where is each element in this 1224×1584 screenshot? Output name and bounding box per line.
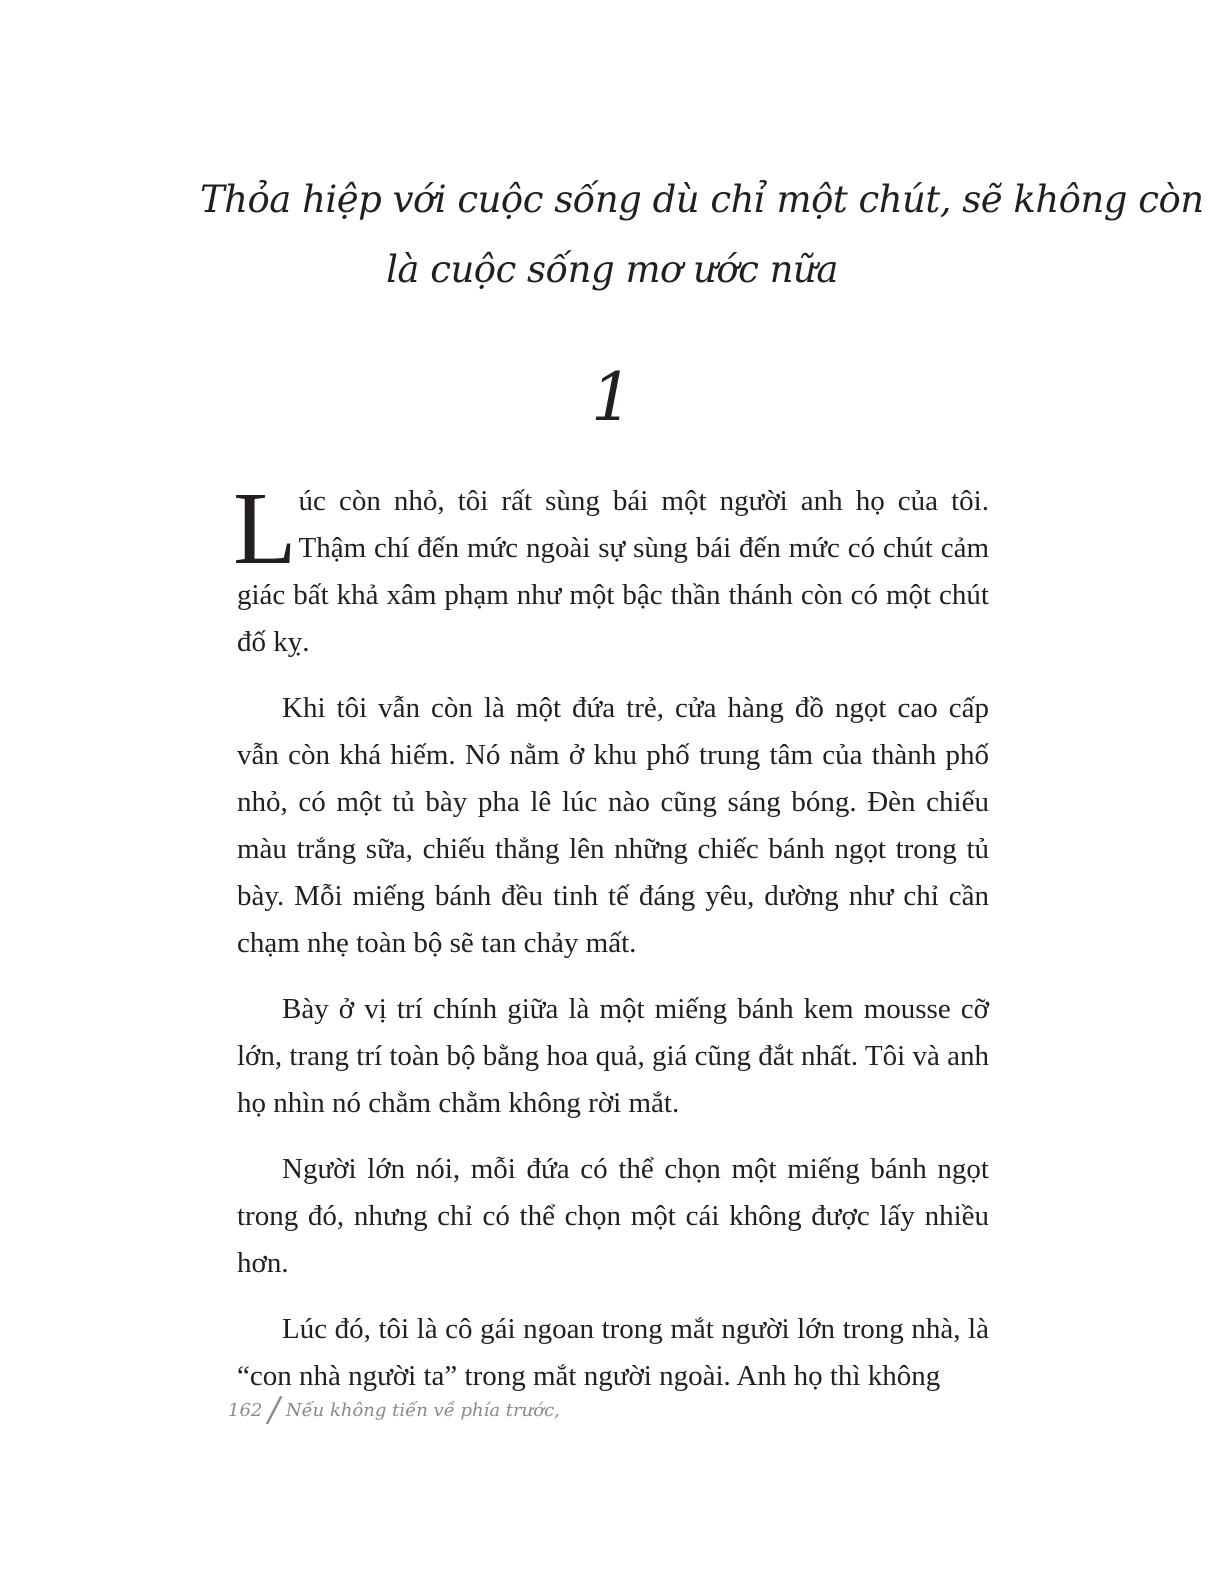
page-footer (228, 1390, 560, 1430)
running-title: Nếu không tiến về phía trước, (285, 1400, 560, 1421)
footer-separator: / (268, 1390, 280, 1430)
page-number: 162 (228, 1400, 263, 1421)
chapter-title-line-2: là cuộc sống mơ ước nữa (386, 248, 838, 291)
paragraph-3: Bày ở vị trí chính giữa là một miếng bánh kem mousse cỡ lớn, trang trí toàn bộ bằng hoa quả, giá cũng đắt nhất. Tôi và anh họ nhìn nó chằm chằm không rời mắt. (237, 993, 989, 1119)
paragraph-4: Người lớn nói, mỗi đứa có thể chọn một miếng bánh ngọt trong đó, nhưng chỉ có thể chọn một cái không được lấy nhiều hơn. (237, 1153, 989, 1279)
drop-cap: L (233, 471, 297, 586)
paragraph-1 (233, 471, 989, 666)
section-number: 1 (591, 359, 633, 436)
paragraph-1-text: úc còn nhỏ, tôi rất sùng bái một người anh họ của tôi. Thậm chí đến mức ngoài sự sùng bái đến mức có chút cảm giác bất khả xâm phạm như một bậc thần thánh còn có một chút đố kỵ. (237, 485, 989, 658)
chapter-title-line-1: Thỏa hiệp với cuộc sống dù chỉ một chút, sẽ không còn (200, 178, 1204, 221)
paragraph-2: Khi tôi vẫn còn là một đứa trẻ, cửa hàng đồ ngọt cao cấp vẫn còn khá hiếm. Nó nằm ở khu phố trung tâm của thành phố nhỏ, có một tủ bày pha lê lúc nào cũng sáng bóng. Đèn chiếu màu trắng sữa, chiếu thẳng lên những chiếc bánh ngọt trong tủ bày. Mỗi miếng bánh đều tinh tế đáng yêu, dường như chỉ cần chạm nhẹ toàn bộ sẽ tan chảy mất. (237, 692, 989, 959)
body-text (233, 471, 989, 1419)
chapter-title (200, 165, 1204, 305)
paragraph-5: Lúc đó, tôi là cô gái ngoan trong mắt người lớn trong nhà, là “con nhà người ta” trong mắt người ngoài. Anh họ thì không (237, 1313, 989, 1392)
